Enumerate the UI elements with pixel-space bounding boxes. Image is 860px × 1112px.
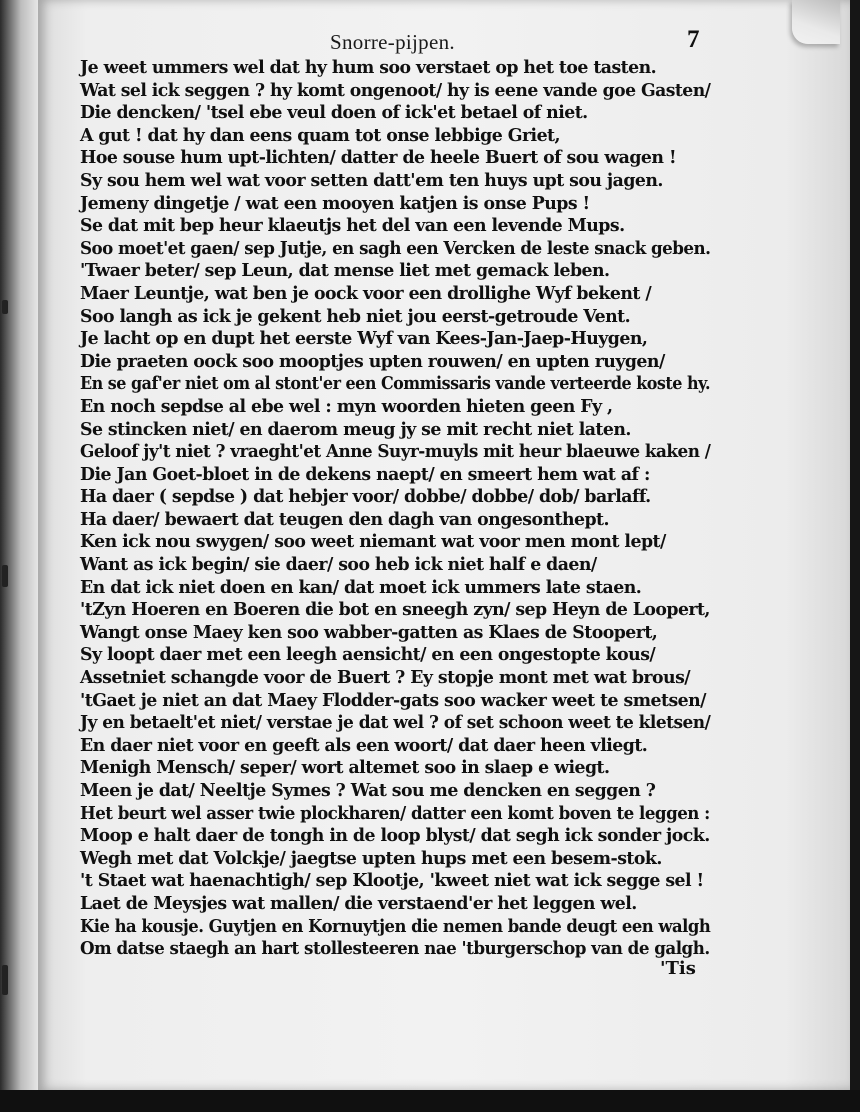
- verse-line: En noch sepdse al ebe wel : myn woorden hieten geen Fy ,: [80, 395, 613, 417]
- verse-line: Sy loopt daer met een leegh aensicht/ en een ongestopte kous/: [80, 644, 656, 666]
- verse-line: En daer niet voor en geeft als een woort/ dat daer heen vliegt.: [80, 734, 648, 756]
- verse-line: Die dencken/ 'tsel ebe veul doen of ick'et betael of niet.: [80, 102, 588, 124]
- verse-line: Meen je dat/ Neeltje Symes ? Wat sou me dencken en seggen ?: [80, 780, 656, 801]
- verse-line: A gut ! dat hy dan eens quam tot onse lebbige Griet,: [80, 124, 561, 146]
- page-corner-fold: [792, 0, 840, 44]
- verse-line: Wegh met dat Volckje/ jaegtse upten hups met een besem-stok.: [80, 847, 662, 869]
- edge-mark: [2, 300, 8, 314]
- verse-line: Ha daer/ bewaert dat teugen den dagh van ongesonthept.: [80, 508, 610, 530]
- verse-line: 'tGaet je niet an dat Maey Flodder-gats soo wacker weet te smetsen/: [80, 689, 706, 711]
- verse-line: Se dat mit bep heur klaeutjs het del van een levende Mups.: [80, 215, 625, 237]
- verse-line: Want as ick begin/ sie daer/ soo heb ick niet half e daen/: [80, 554, 597, 576]
- verse-line: Die praeten oock soo mooptjes upten rouwen/ en upten ruygen/: [80, 350, 665, 372]
- verse-line: En se gaf'er niet om al stont'er een Commissaris vande verteerde koste hy.: [80, 373, 711, 395]
- verse-line: Kie ha kousje. Guytjen en Kornuytjen die nemen bande deugt een walgh: [80, 915, 711, 937]
- verse-line: Om datse staegh an hart stollesteeren nae 'tburgerschop van de galgh.: [80, 938, 710, 960]
- verse-line: En dat ick niet doen en kan/ dat moet ick ummers late staen.: [80, 576, 642, 598]
- verse-line: Menigh Mensch/ seper/ wort altemet soo in slaep e wiegt.: [80, 757, 610, 779]
- binding-edge: [0, 0, 38, 1112]
- verse-line: Jy en betaelt'et niet/ verstae je dat wel ? of set schoon weet te kletsen/: [80, 712, 711, 734]
- verse-line: Je lacht op en dupt het eerste Wyf van Kees-Jan-Jaep-Huygen,: [80, 328, 648, 350]
- verse-line: Wangt onse Maey ken soo wabber-gatten as Klaes de Stoopert,: [80, 621, 658, 643]
- verse-line: Soo langh as ick je gekent heb niet jou eerst-getroude Vent.: [80, 305, 631, 327]
- verse-line: Je weet ummers wel dat hy hum soo verstaet op het toe tasten.: [80, 57, 657, 78]
- verse-line: Jemeny dingetje / wat een mooyen katjen is onse Pups !: [80, 192, 590, 214]
- verse-line: Se stincken niet/ en daerom meug jy se mit recht niet laten.: [80, 418, 631, 440]
- verse-line: 'tZyn Hoeren en Boeren die bot en sneegh zyn/ sep Heyn de Loopert,: [80, 599, 710, 621]
- verse-line: Maer Leuntje, wat ben je oock voor een drollighe Wyf bekent /: [80, 282, 652, 304]
- edge-mark: [2, 965, 8, 995]
- verse-line: Ken ick nou swygen/ soo weet niemant wat voor men mont lept/: [80, 531, 666, 553]
- verse-line: Die Jan Goet-bloet in de dekens naept/ en smeert hem wat af :: [80, 463, 650, 485]
- catchword: 'Tis: [660, 958, 696, 979]
- running-title: Snorre-pijpen.: [330, 30, 455, 54]
- edge-mark: [2, 565, 8, 587]
- page-number: 7: [687, 26, 700, 53]
- verse-line: 't Staet wat haenachtigh/ sep Klootje, 'kweet niet wat ick segge sel !: [80, 870, 704, 892]
- verse-line: Wat sel ick seggen ? hy komt ongenoot/ hy is eene vande goe Gasten/: [80, 79, 711, 101]
- verse-line: Soo moet'et gaen/ sep Jutje, en sagh een Vercken de leste snack geben.: [80, 237, 711, 259]
- verse-line: Sy sou hem wel wat voor setten datt'em ten huys upt sou jagen.: [80, 169, 663, 191]
- page-header: [300, 26, 720, 58]
- verse-line: Moop e halt daer de tongh in de loop blyst/ dat segh ick sonder jock.: [80, 825, 710, 847]
- verse-text: [80, 57, 720, 961]
- verse-line: Ha daer ( sepdse ) dat hebjer voor/ dobbe/ dobbe/ dob/ barlaff.: [80, 486, 651, 508]
- verse-line: Geloof jy't niet ? vraeght'et Anne Suyr-muyls mit heur blaeuwe kaken /: [80, 441, 711, 463]
- verse-line: Assetniet schangde voor de Buert ? Ey stopje mont met wat brous/: [80, 667, 691, 689]
- verse-line: Laet de Meysjes wat mallen/ die verstaend'er het leggen wel.: [80, 892, 637, 914]
- verse-line: Het beurt wel asser twie plockharen/ datter een komt boven te leggen :: [80, 802, 710, 824]
- verse-line: Hoe souse hum upt-lichten/ datter de heele Buert of sou wagen !: [80, 147, 677, 169]
- verse-line: 'Twaer beter/ sep Leun, dat mense liet met gemack leben.: [80, 260, 610, 282]
- scan-bottom-edge: [0, 1090, 860, 1112]
